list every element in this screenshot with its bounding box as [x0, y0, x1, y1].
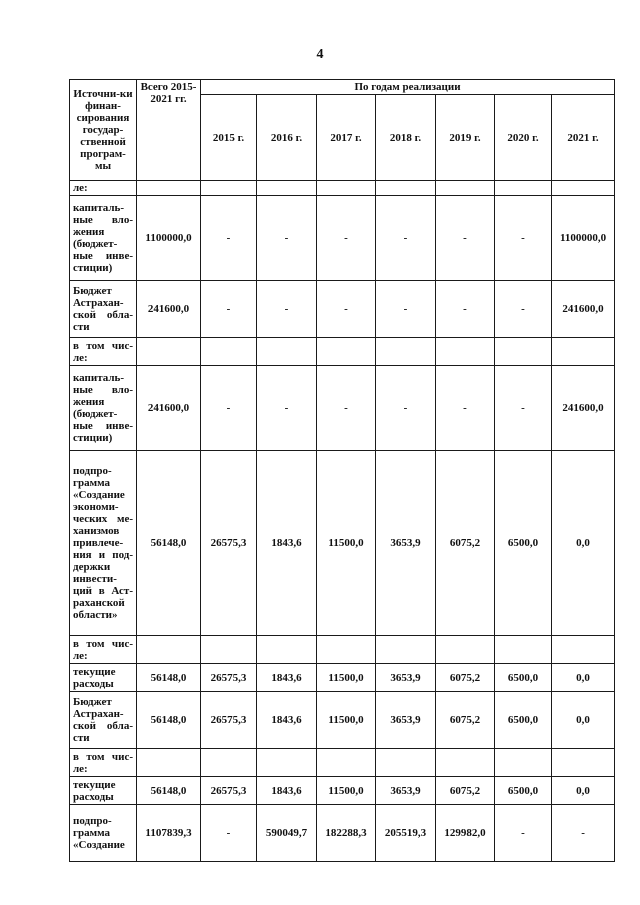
year-value-cell: 590049,7 [257, 805, 317, 862]
total-cell: 241600,0 [137, 281, 201, 338]
table-body [70, 181, 615, 862]
year-value-cell [257, 636, 317, 664]
year-value-cell: - [317, 281, 376, 338]
year-value-cell: - [257, 196, 317, 281]
year-value-cell [201, 338, 257, 366]
header-year: 2016 г. [257, 95, 317, 181]
year-value-cell: 11500,0 [317, 451, 376, 636]
year-value-cell: - [436, 366, 495, 451]
year-value-cell: - [495, 805, 552, 862]
header-year: 2018 г. [376, 95, 436, 181]
year-value-cell: 11500,0 [317, 692, 376, 749]
year-value-cell: 0,0 [552, 777, 615, 805]
table-row [70, 196, 615, 281]
year-value-cell: 6075,2 [436, 451, 495, 636]
year-value-cell: 6500,0 [495, 692, 552, 749]
year-value-cell: 3653,9 [376, 777, 436, 805]
year-value-cell [201, 636, 257, 664]
total-cell: 241600,0 [137, 366, 201, 451]
year-value-cell: 6075,2 [436, 664, 495, 692]
year-value-cell: 6500,0 [495, 451, 552, 636]
year-value-cell: 1843,6 [257, 664, 317, 692]
year-value-cell [317, 338, 376, 366]
year-value-cell: - [495, 281, 552, 338]
year-value-cell: 6500,0 [495, 664, 552, 692]
year-value-cell: - [201, 196, 257, 281]
year-value-cell: 6500,0 [495, 777, 552, 805]
year-value-cell [257, 749, 317, 777]
header-year: 2019 г. [436, 95, 495, 181]
year-value-cell [257, 181, 317, 196]
table-row [70, 749, 615, 777]
year-value-cell: - [201, 366, 257, 451]
year-value-cell: 1843,6 [257, 692, 317, 749]
year-value-cell [317, 636, 376, 664]
year-value-cell: - [257, 281, 317, 338]
year-value-cell: - [257, 366, 317, 451]
year-value-cell [552, 636, 615, 664]
total-cell [137, 338, 201, 366]
year-value-cell: - [201, 281, 257, 338]
year-value-cell: 0,0 [552, 692, 615, 749]
year-value-cell [495, 338, 552, 366]
total-cell [137, 181, 201, 196]
table-row [70, 181, 615, 196]
total-cell: 1107839,3 [137, 805, 201, 862]
source-cell: текущие расходы [70, 777, 137, 805]
source-cell: ле: [70, 181, 137, 196]
table-row [70, 281, 615, 338]
year-value-cell: 182288,3 [317, 805, 376, 862]
table-row [70, 451, 615, 636]
total-cell: 56148,0 [137, 777, 201, 805]
year-value-cell: - [376, 366, 436, 451]
year-value-cell: - [376, 196, 436, 281]
source-cell: подпро-грамма «Создание экономи-ческих ме-ханизмов привлече-ния и под-держки инвести-ций в Аст-раханской области» [70, 451, 137, 636]
year-value-cell: - [317, 196, 376, 281]
header-year: 2015 г. [201, 95, 257, 181]
year-value-cell: - [436, 281, 495, 338]
header-year: 2017 г. [317, 95, 376, 181]
year-value-cell [436, 181, 495, 196]
year-value-cell [317, 181, 376, 196]
source-cell: подпро-грамма «Создание [70, 805, 137, 862]
year-value-cell: 1100000,0 [552, 196, 615, 281]
total-cell: 1100000,0 [137, 196, 201, 281]
year-value-cell [257, 338, 317, 366]
total-cell: 56148,0 [137, 451, 201, 636]
page-number: 4 [316, 47, 324, 62]
header-total: Всего 2015-2021 гг. [137, 80, 201, 181]
table-row [70, 777, 615, 805]
source-cell: текущие расходы [70, 664, 137, 692]
year-value-cell: 3653,9 [376, 692, 436, 749]
year-value-cell: 26575,3 [201, 664, 257, 692]
year-value-cell [495, 181, 552, 196]
year-value-cell [436, 636, 495, 664]
source-cell: капиталь-ные вло-жения (бюджет-ные инве-стиции) [70, 366, 137, 451]
year-value-cell: 0,0 [552, 664, 615, 692]
year-value-cell: 11500,0 [317, 664, 376, 692]
year-value-cell [552, 749, 615, 777]
year-value-cell: 11500,0 [317, 777, 376, 805]
year-value-cell: - [317, 366, 376, 451]
source-cell: Бюджет Астрахан-ской обла-сти [70, 692, 137, 749]
total-cell [137, 636, 201, 664]
source-cell: в том чис-ле: [70, 338, 137, 366]
source-cell: в том чис-ле: [70, 636, 137, 664]
year-value-cell: 26575,3 [201, 777, 257, 805]
year-value-cell [436, 749, 495, 777]
year-value-cell: 3653,9 [376, 664, 436, 692]
year-value-cell: - [495, 196, 552, 281]
table-row [70, 805, 615, 862]
table-row [70, 692, 615, 749]
year-value-cell [436, 338, 495, 366]
year-value-cell: 0,0 [552, 451, 615, 636]
year-value-cell: - [436, 196, 495, 281]
total-cell: 56148,0 [137, 664, 201, 692]
source-cell: Бюджет Астрахан-ской обла-сти [70, 281, 137, 338]
total-cell: 56148,0 [137, 692, 201, 749]
year-value-cell [495, 636, 552, 664]
year-value-cell [495, 749, 552, 777]
table-row [70, 636, 615, 664]
header-year: 2020 г. [495, 95, 552, 181]
year-value-cell [552, 181, 615, 196]
year-value-cell: 1843,6 [257, 777, 317, 805]
table-row [70, 366, 615, 451]
year-value-cell: 26575,3 [201, 692, 257, 749]
year-value-cell: - [552, 805, 615, 862]
financing-table [69, 79, 615, 862]
year-value-cell: 205519,3 [376, 805, 436, 862]
year-value-cell: 3653,9 [376, 451, 436, 636]
year-value-cell: 129982,0 [436, 805, 495, 862]
year-value-cell [552, 338, 615, 366]
header-source: Источни-ки финан-сирования государ-ственной програм-мы [70, 80, 137, 181]
year-value-cell [376, 338, 436, 366]
year-value-cell: 241600,0 [552, 366, 615, 451]
year-value-cell: 6075,2 [436, 777, 495, 805]
year-value-cell [317, 749, 376, 777]
year-value-cell: - [495, 366, 552, 451]
year-value-cell [201, 749, 257, 777]
table-header [70, 80, 615, 181]
year-value-cell [376, 636, 436, 664]
table-row [70, 664, 615, 692]
year-value-cell: 6075,2 [436, 692, 495, 749]
year-value-cell: 241600,0 [552, 281, 615, 338]
source-cell: капиталь-ные вло-жения (бюджет-ные инве-стиции) [70, 196, 137, 281]
year-value-cell [376, 749, 436, 777]
header-year: 2021 г. [552, 95, 615, 181]
year-value-cell: 1843,6 [257, 451, 317, 636]
header-by-years: По годам реализации [201, 80, 615, 95]
year-value-cell: 26575,3 [201, 451, 257, 636]
year-value-cell: - [201, 805, 257, 862]
year-value-cell [201, 181, 257, 196]
year-value-cell [376, 181, 436, 196]
year-value-cell: - [376, 281, 436, 338]
total-cell [137, 749, 201, 777]
source-cell: в том чис-ле: [70, 749, 137, 777]
table-row [70, 338, 615, 366]
